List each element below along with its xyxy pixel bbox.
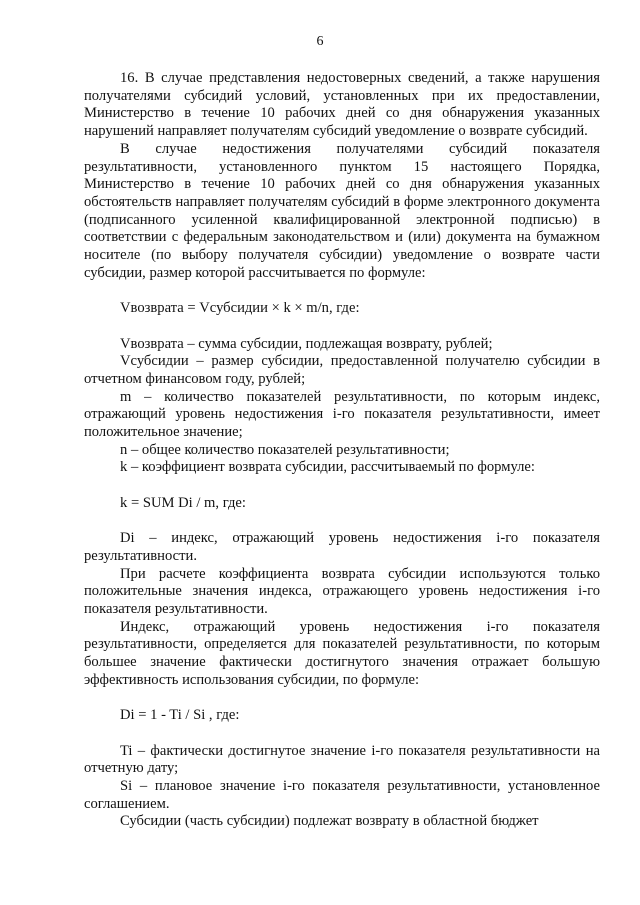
definition-vsubsidii: Vсубсидии – размер субсидии, предоставленной получателю субсидии в отчетном финансовом году, рублей; (84, 353, 600, 387)
paragraph-16: 16. В случае представления недостоверных сведений, а также нарушения получателями субсидий условий, установленных при их предоставлении, Министерство в течение 10 рабочих дней со дня обнаружения указанных нарушений направляет получателям субсидий уведомление о возврате субсидий. (84, 70, 600, 140)
paragraph-raschet: При расчете коэффициента возврата субсидии используются только положительные значения индекса, отражающего уровень недостижения i-го показателя результативности. (84, 565, 600, 618)
definition-di: Di – индекс, отражающий уровень недостижения i-го показателя результативности. (84, 530, 600, 564)
definition-m: m – количество показателей результативности, по которым индекс, отражающий уровень недостижения i-го показателя результативности, имеет положительное значение; (84, 388, 600, 441)
definition-si: Si – плановое значение i-го показателя результативности, установленное соглашением. (84, 778, 600, 812)
page-number: 6 (316, 34, 324, 49)
document-body (84, 70, 600, 831)
definition-n: n – общее количество показателей результативности; (120, 441, 450, 458)
definition-ti: Ti – фактически достигнутое значение i-го показателя результативности на отчетную дату; (84, 742, 600, 777)
paragraph-nedostizhenie: В случае недостижения получателями субсидий показателя результативности, установленного пунктом 15 настоящего Порядка, Министерство в течение 10 рабочих дней со дня обнаружения указанных обстоятельств направляет получателям субсидий в форме электронного документа (подписанного усиленной квалифицированной электронной подписью) в соответствии с федеральным законодательством и (или) документа на бумажном носителе (по выбору получателя субсидии) уведомление о возврате части субсидии, размер которой рассчитывается по формуле: (84, 140, 600, 281)
formula-di: Di = 1 - Ti / Si , где: (120, 707, 240, 724)
formula-vozvrata: Vвозврата = Vсубсидии × k × m/n, где: (120, 300, 360, 317)
definition-k: k – коэффициент возврата субсидии, рассчитываемый по формуле: (120, 459, 535, 476)
formula-k: k = SUM Di / m, где: (120, 494, 246, 511)
paragraph-vozvrat: Субсидии (часть субсидии) подлежат возврату в областной бюджет (120, 813, 539, 830)
paragraph-index: Индекс, отражающий уровень недостижения i-го показателя результативности, определяется для показателей результативности, по которым большее значение фактически достигнутого значения отражает большую эффективность использования субсидии, по формуле: (84, 618, 600, 688)
definition-vvozvrata: Vвозврата – сумма субсидии, подлежащая возврату, рублей; (120, 335, 493, 352)
